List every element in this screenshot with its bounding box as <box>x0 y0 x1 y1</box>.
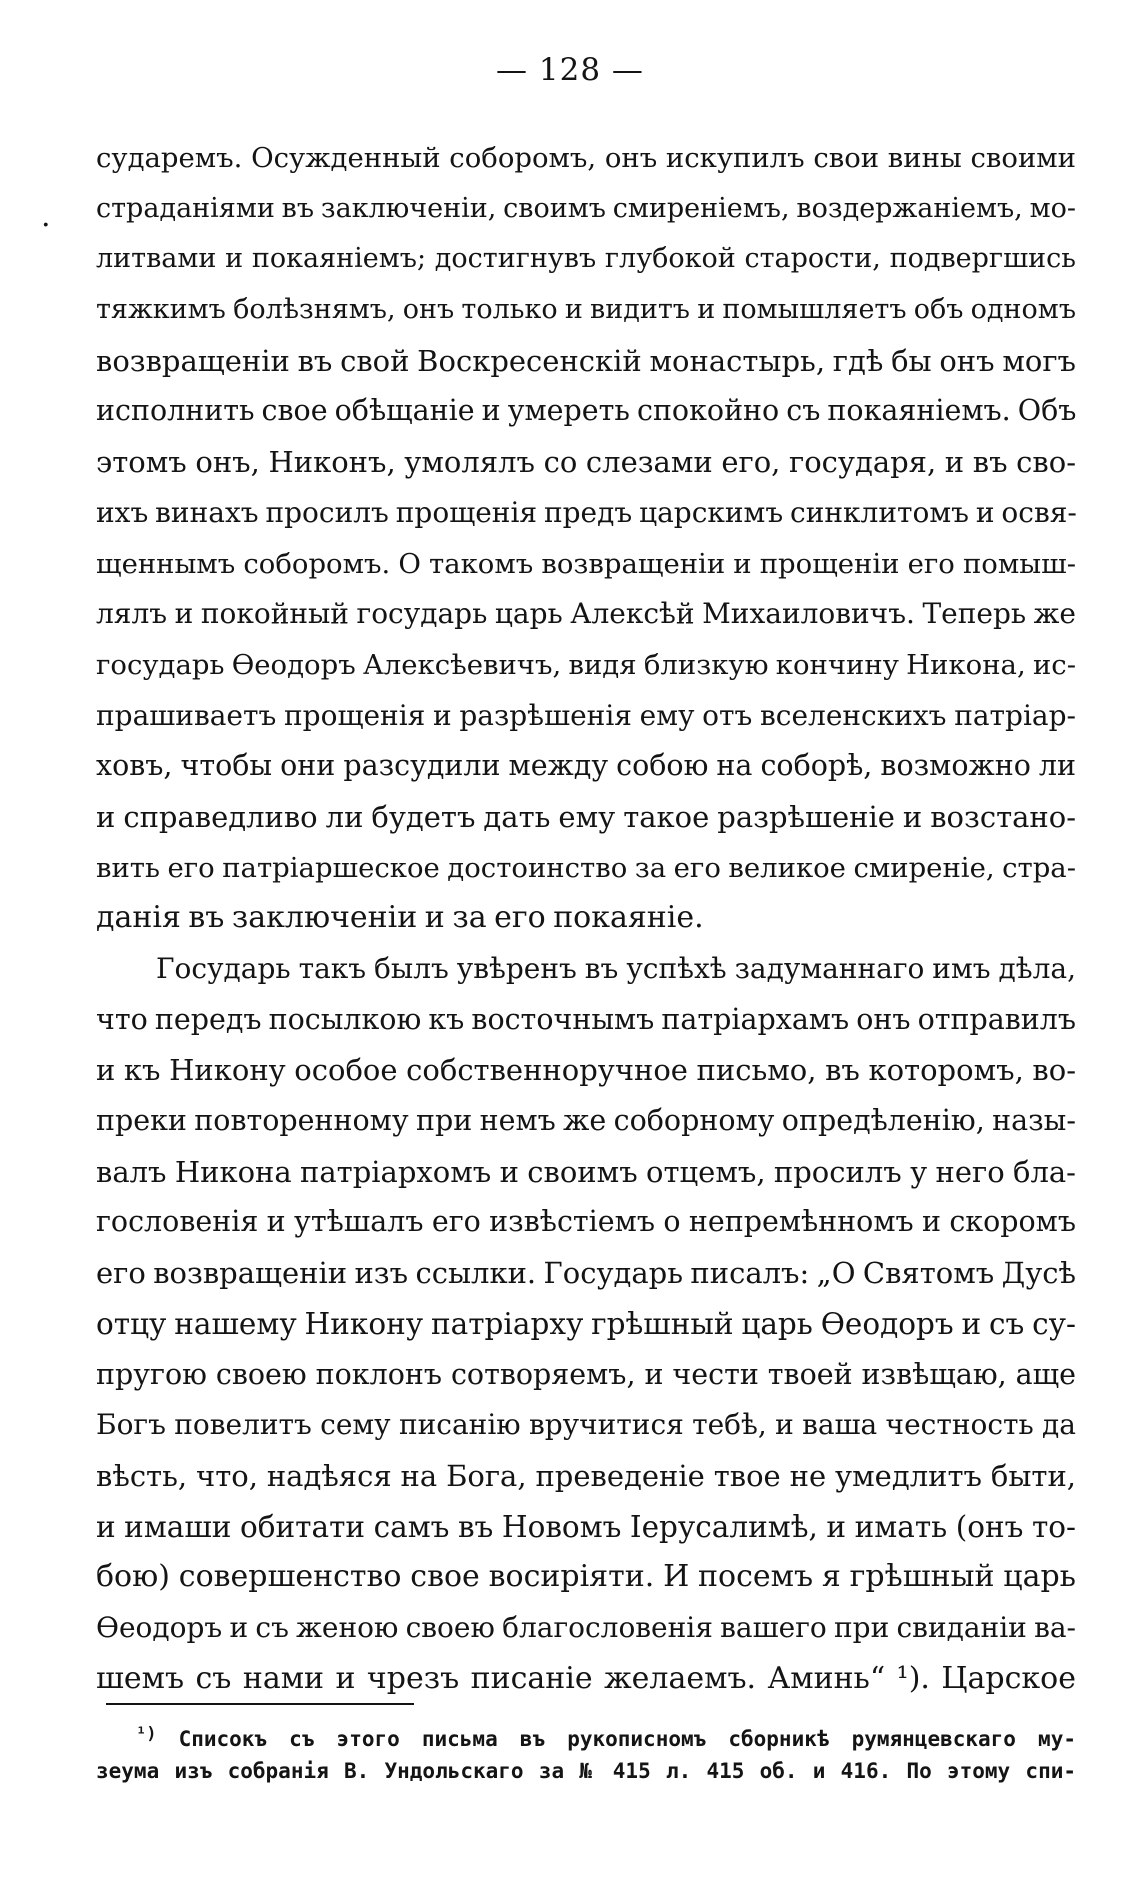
text-line: страданіями въ заключеніи, своимъ смиреніемъ, воздержаніемъ, мо- <box>96 192 1076 224</box>
text-line: пругою своею поклонъ сотворяемъ, и чести твоей извѣщаю, аще <box>96 1357 1076 1391</box>
text-line: сударемъ. Осужденный соборомъ, онъ искупилъ свои вины своими <box>96 142 1076 174</box>
text-line: лялъ и покойный государь царь Алексѣй Михаиловичъ. Теперь же <box>96 597 1076 631</box>
paragraph-end-line: данія въ заключеніи и за его покаяніе. <box>96 900 704 936</box>
body-text <box>96 133 1076 1704</box>
text-line: валъ Никона патріархомъ и своимъ отцемъ, просилъ у него бла- <box>96 1154 1076 1189</box>
text-line: ховъ, чтобы они разсудили между собою на соборѣ, возможно ли <box>96 749 1076 783</box>
stray-mark: . <box>41 199 51 234</box>
page-number: — 128 — <box>496 52 644 88</box>
text-line: отцу нашему Никону патріарху грѣшный царь Ѳеодоръ и съ су- <box>96 1306 1076 1341</box>
text-line: Богъ повелитъ сему писанію вручитися тебѣ, и ваша честность да <box>96 1408 1076 1442</box>
footnote-marker: ¹) <box>136 1724 157 1744</box>
text-line: бою) совершенство свое восиріяти. И посемъ я грѣшный царь <box>96 1559 1076 1595</box>
text-line: вить его патріаршеское достоинство за его великое смиреніе, стра- <box>96 851 1076 884</box>
text-line: что передъ посылкою къ восточнымъ патріархамъ онъ отправилъ <box>96 1002 1076 1036</box>
text-line: возвращеніи въ свой Воскресенскій монастырь, гдѣ бы онъ могъ <box>96 343 1076 378</box>
footnote-line: зеума изъ собранія В. Ундольскаго за № 415 л. 415 об. и 416. По этому спи- <box>96 1759 1076 1783</box>
text-line: гословенія и утѣшалъ его извѣстіемъ о непремѣнномъ и скоромъ <box>96 1205 1076 1239</box>
text-line: Ѳеодоръ и съ женою своею благословенія вашего при свиданіи ва- <box>96 1610 1076 1644</box>
footnote-line <box>96 1716 1076 1753</box>
paragraph-start-line: Государь такъ былъ увѣренъ въ успѣхѣ задуманнаго имъ дѣла, <box>156 952 1076 985</box>
footnote-rule <box>106 1703 414 1705</box>
text-line: литвами и покаяніемъ; достигнувъ глубокой старости, подвергшись <box>96 243 1076 275</box>
footnote <box>96 1716 1076 1790</box>
text-line: ихъ винахъ просилъ прощенія предъ царскимъ синклитомъ и освя- <box>96 495 1077 529</box>
text-line: преки повторенному при немъ же соборному опредѣленію, назы- <box>96 1104 1076 1138</box>
text-line: тяжкимъ болѣзнямъ, онъ только и видитъ и помышляетъ объ одномъ <box>96 294 1076 326</box>
text-line: шемъ съ нами и чрезъ писаніе желаемъ. Аминь“ ¹). Царское <box>96 1660 1076 1696</box>
text-line: вѣсть, что, надѣяся на Бога, преведеніе твое не умедлитъ быти, <box>96 1458 1076 1493</box>
footnote-text: Списокъ съ этого письма въ рукописномъ сборникѣ румянцевскаго му- <box>178 1727 1076 1751</box>
text-line: исполнить свое обѣщаніе и умереть спокойно съ покаяніемъ. Объ <box>96 394 1077 428</box>
text-line: и къ Никону особое собственноручное письмо, въ которомъ, во- <box>96 1053 1076 1088</box>
text-line: государь Ѳеодоръ Алексѣевичъ, видя близкую кончину Никона, ис- <box>96 648 1076 681</box>
text-line: этомъ онъ, Никонъ, умолялъ со слезами его, государя, и въ сво- <box>96 445 1076 480</box>
text-line: и имаши обитати самъ въ Новомъ Іерусалимѣ, и имать (онъ то- <box>96 1509 1076 1544</box>
text-line: щеннымъ соборомъ. О такомъ возвращеніи и прощеніи его помыш- <box>96 547 1076 580</box>
text-line: и справедливо ли будетъ дать ему такое разрѣшеніе и возстано- <box>96 799 1076 834</box>
text-line: его возвращеніи изъ ссылки. Государь писалъ: „О Святомъ Дусѣ <box>96 1256 1076 1291</box>
text-line: прашиваетъ прощенія и разрѣшенія ему отъ вселенскихъ патріар- <box>96 698 1076 732</box>
